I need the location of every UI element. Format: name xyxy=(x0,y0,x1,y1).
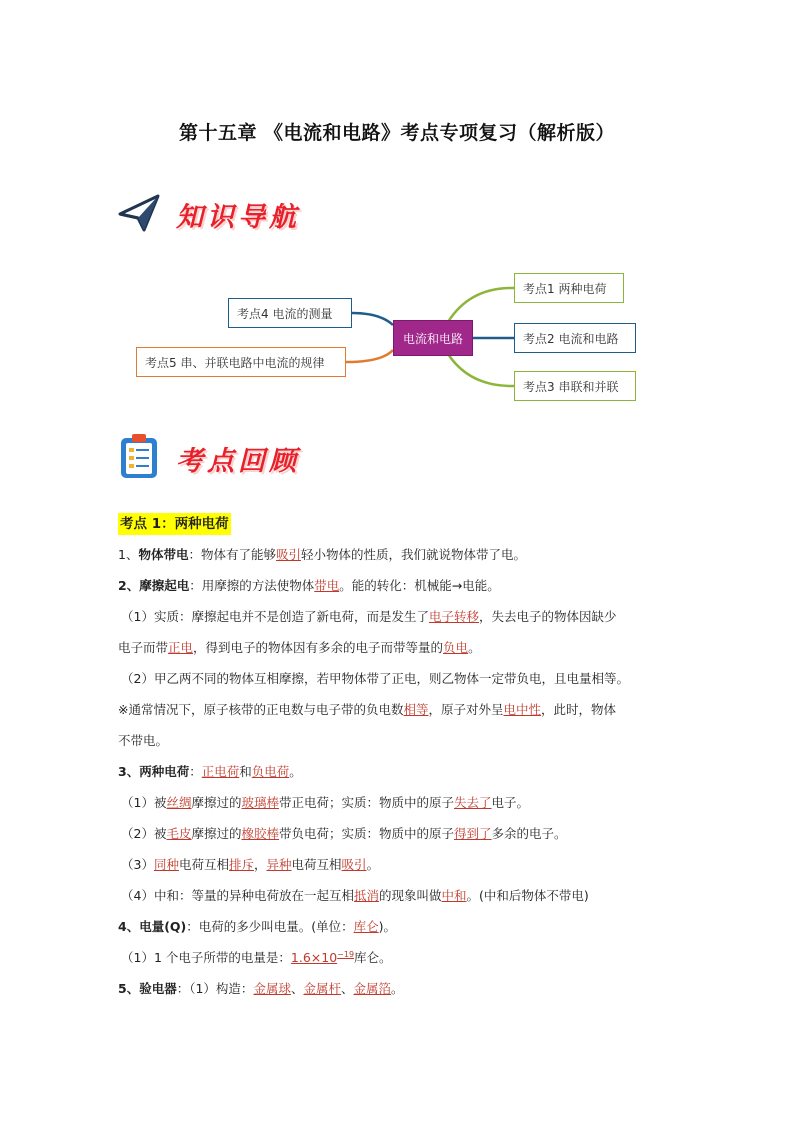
page-title: 第十五章 《电流和电路》考点专项复习（解析版） xyxy=(178,122,616,144)
mind-map-node-1: 考点1 两种电荷 xyxy=(514,273,624,303)
review-title: 考点回顾 xyxy=(176,445,300,477)
review-banner xyxy=(118,432,300,484)
line-two-objects: （2）甲乙两不同的物体互相摩擦，若甲物体带了正电，则乙物体一定带负电，且电量相等。 xyxy=(121,671,629,686)
section-heading: 考点 1：两种电荷 xyxy=(118,513,231,535)
mind-map-node-2: 考点2 电流和电路 xyxy=(514,323,636,353)
mind-map-node-4: 考点4 电流的测量 xyxy=(228,298,352,328)
line-attract-repel: （3）同种电荷互相排斥，异种电荷互相吸引。 xyxy=(121,857,380,872)
line-charge-quantity: 4、电量(Q)：电荷的多少叫电量。(单位：库仑)。 xyxy=(118,919,397,934)
paper-plane-icon xyxy=(118,192,160,236)
line-silk-glass: （1）被丝绸摩擦过的玻璃棒带正电荷；实质：物质中的原子失去了电子。 xyxy=(121,795,530,810)
line-neutralization: （4）中和：等量的异种电荷放在一起互相抵消的现象叫做中和。(中和后物体不带电) xyxy=(121,888,589,903)
mind-map-node-5: 考点5 串、并联电路中电流的规律 xyxy=(136,347,346,377)
mind-map-center-node: 电流和电路 xyxy=(393,320,473,356)
line-not-charged: 不带电。 xyxy=(118,733,169,748)
line-electron-charge: （1）1 个电子所带的电量是：$1.6\times 10^{-19}$库仑。 xyxy=(121,949,392,965)
line-essence-1: （1）实质：摩擦起电并不是创造了新电荷，而是发生了电子转移，失去电子的物体因缺少 xyxy=(121,609,617,624)
clipboard-checklist-icon xyxy=(118,432,160,484)
mind-map xyxy=(0,262,794,412)
line-fur-rubber: （2）被毛皮摩擦过的橡胶棒带负电荷；实质：物质中的原子得到了多余的电子。 xyxy=(121,826,567,841)
mind-map-node-3: 考点3 串联和并联 xyxy=(514,371,636,401)
line-friction-charging: 2、摩擦起电：用摩擦的方法使物体带电。能的转化：机械能→电能。 xyxy=(118,578,500,593)
line-essence-2: 电子而带正电，得到电子的物体因有多余的电子而带等量的负电。 xyxy=(118,640,481,655)
line-two-kinds: 3、两种电荷：正电荷和负电荷。 xyxy=(118,764,302,779)
section-two-charges xyxy=(118,508,678,1004)
knowledge-nav-title: 知识导航 xyxy=(176,201,300,233)
knowledge-nav-banner xyxy=(118,188,300,240)
line-note-neutral: ※通常情况下，原子核带的正电数与电子带的负电数相等，原子对外呈电中性，此时，物体 xyxy=(118,702,617,717)
line-electroscope: 5、验电器：（1）构造：金属球、金属杆、金属箔。 xyxy=(118,981,404,996)
line-object-charged: 1、物体带电：物体有了能够吸引轻小物体的性质，我们就说物体带了电。 xyxy=(118,547,527,562)
